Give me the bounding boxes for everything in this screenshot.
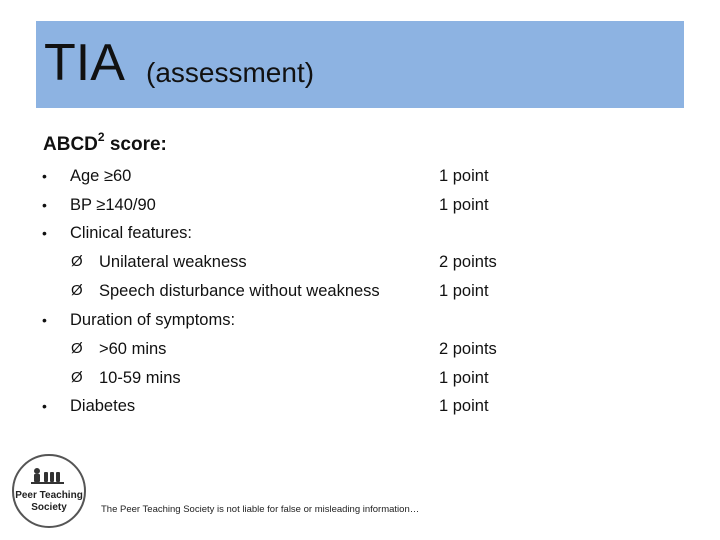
heading-superscript: 2 [97,129,105,144]
title-bar [36,21,684,108]
bullet-icon: • [42,312,47,328]
item-label: Diabetes [70,397,136,415]
disclaimer-text: The Peer Teaching Society is not liable for false or misleading information… [101,504,420,515]
list-item [0,191,720,219]
item-points: 1 point [439,369,489,387]
list-item [0,219,720,247]
logo-line2: Society [31,502,67,513]
slide-subtitle: (assessment) [146,57,315,88]
item-label: Unilateral weakness [99,253,247,271]
heading-suffix: score: [104,134,167,155]
bullet-icon: • [42,225,47,241]
sub-list-item [0,248,720,276]
arrow-bullet-icon: Ø [71,340,83,357]
sub-list-item [0,364,720,392]
item-label: Speech disturbance without weakness [99,282,380,300]
list-item [0,392,720,420]
item-points: 1 point [439,397,489,415]
sub-list-item [0,277,720,305]
list-item [0,162,720,190]
bullet-icon: • [42,197,47,213]
peer-teaching-society-logo [11,453,87,529]
item-points: 2 points [439,340,497,358]
item-label: >60 mins [99,340,167,358]
item-points: 1 point [439,196,489,214]
arrow-bullet-icon: Ø [71,369,83,386]
item-points: 2 points [439,253,497,271]
item-points: 1 point [439,282,489,300]
bullet-icon: • [42,168,47,184]
item-label: Age ≥60 [70,167,132,185]
heading-text: ABCD [43,134,98,155]
item-points: 1 point [439,167,489,185]
list-item [0,306,720,334]
bullet-icon: • [42,398,47,414]
item-label: 10-59 mins [99,369,181,387]
arrow-bullet-icon: Ø [71,253,83,270]
item-label: Duration of symptoms: [70,311,236,329]
logo-line1: Peer Teaching [15,490,83,501]
sub-list-item [0,335,720,363]
arrow-bullet-icon: Ø [71,282,83,299]
slide-title: TIA [44,34,125,92]
score-heading [43,129,167,157]
item-label: BP ≥140/90 [70,196,156,214]
item-label: Clinical features: [70,224,192,242]
